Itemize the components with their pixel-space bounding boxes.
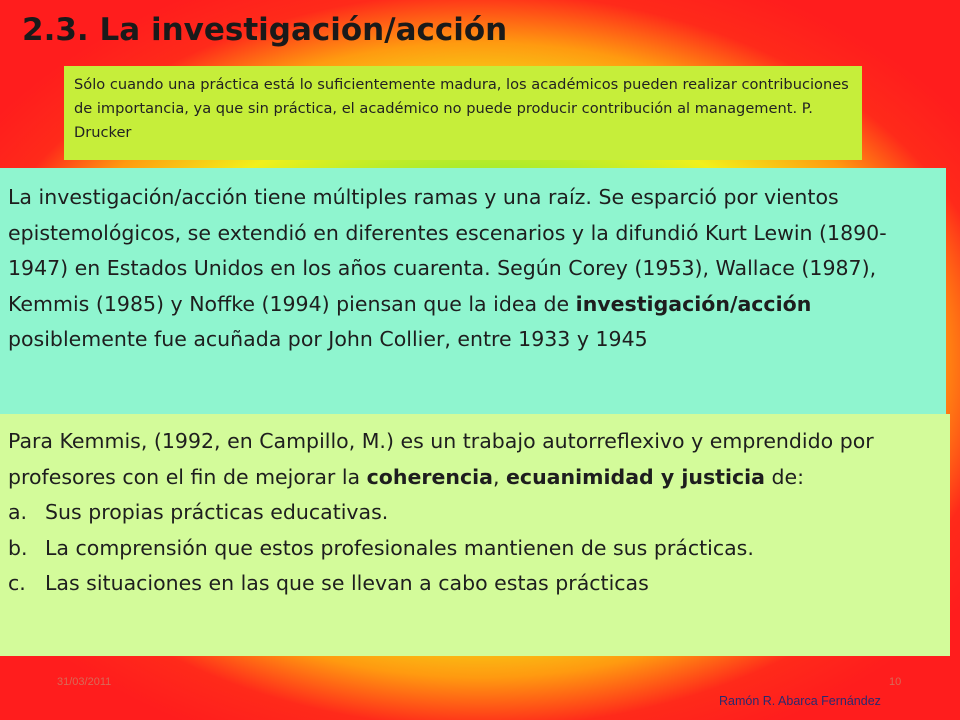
- list-marker: b.: [8, 535, 28, 560]
- list-item: [8, 531, 942, 567]
- definition-list: [8, 495, 942, 602]
- list-marker: a.: [8, 500, 28, 524]
- list-item-text: Las situaciones en las que se llevan a cabo estas prácticas: [45, 571, 649, 595]
- definition-bold-coherencia: coherencia: [366, 464, 493, 489]
- history-box: [0, 168, 946, 414]
- footer-author: Ramón R. Abarca Fernández: [719, 694, 881, 708]
- definition-text-middle: ,: [492, 464, 507, 489]
- list-item: [8, 566, 942, 602]
- list-item: [8, 495, 942, 531]
- history-paragraph: [8, 180, 938, 358]
- history-text-before: La investigación/acción tiene múltiples ramas y una raíz. Se esparció por vientos epistemológicos, se extendió en diferentes escenarios y la difundió Kurt Lewin (1890-1947) en Estados Unidos en los años cuarenta. Según Corey (1953), Wallace (1987), Kemmis (1985) y Noffke (1994) piensan que la idea de: [8, 185, 887, 316]
- history-bold-term: investigación/acción: [575, 291, 812, 316]
- definition-box: [0, 414, 950, 656]
- list-item-text: Sus propias prácticas educativas.: [45, 500, 389, 524]
- definition-text-after: de:: [765, 464, 805, 489]
- history-text-after: posiblemente fue acuñada por John Collier, entre 1933 y 1945: [8, 327, 648, 351]
- list-item-text: La comprensión que estos profesionales mantienen de sus prácticas.: [45, 535, 754, 560]
- list-marker: c.: [8, 571, 26, 595]
- quote-box: Sólo cuando una práctica está lo suficientemente madura, los académicos pueden realizar contribuciones de importancia, ya que sin práctica, el académico no puede producir contribución al management. P. Drucker: [64, 66, 862, 160]
- definition-paragraph: [8, 424, 942, 495]
- footer-date: 31/03/2011: [57, 676, 112, 688]
- slide-title: 2.3. La investigación/acción: [22, 12, 508, 48]
- definition-bold-ecuanimidad: ecuanimidad y justicia: [506, 464, 766, 489]
- definition-text-before: Para Kemmis, (1992, en Campillo, M.) es un trabajo autorreflexivo y emprendido por profesores con el fin de mejorar la: [8, 429, 874, 489]
- footer-page-number: 10: [889, 676, 902, 688]
